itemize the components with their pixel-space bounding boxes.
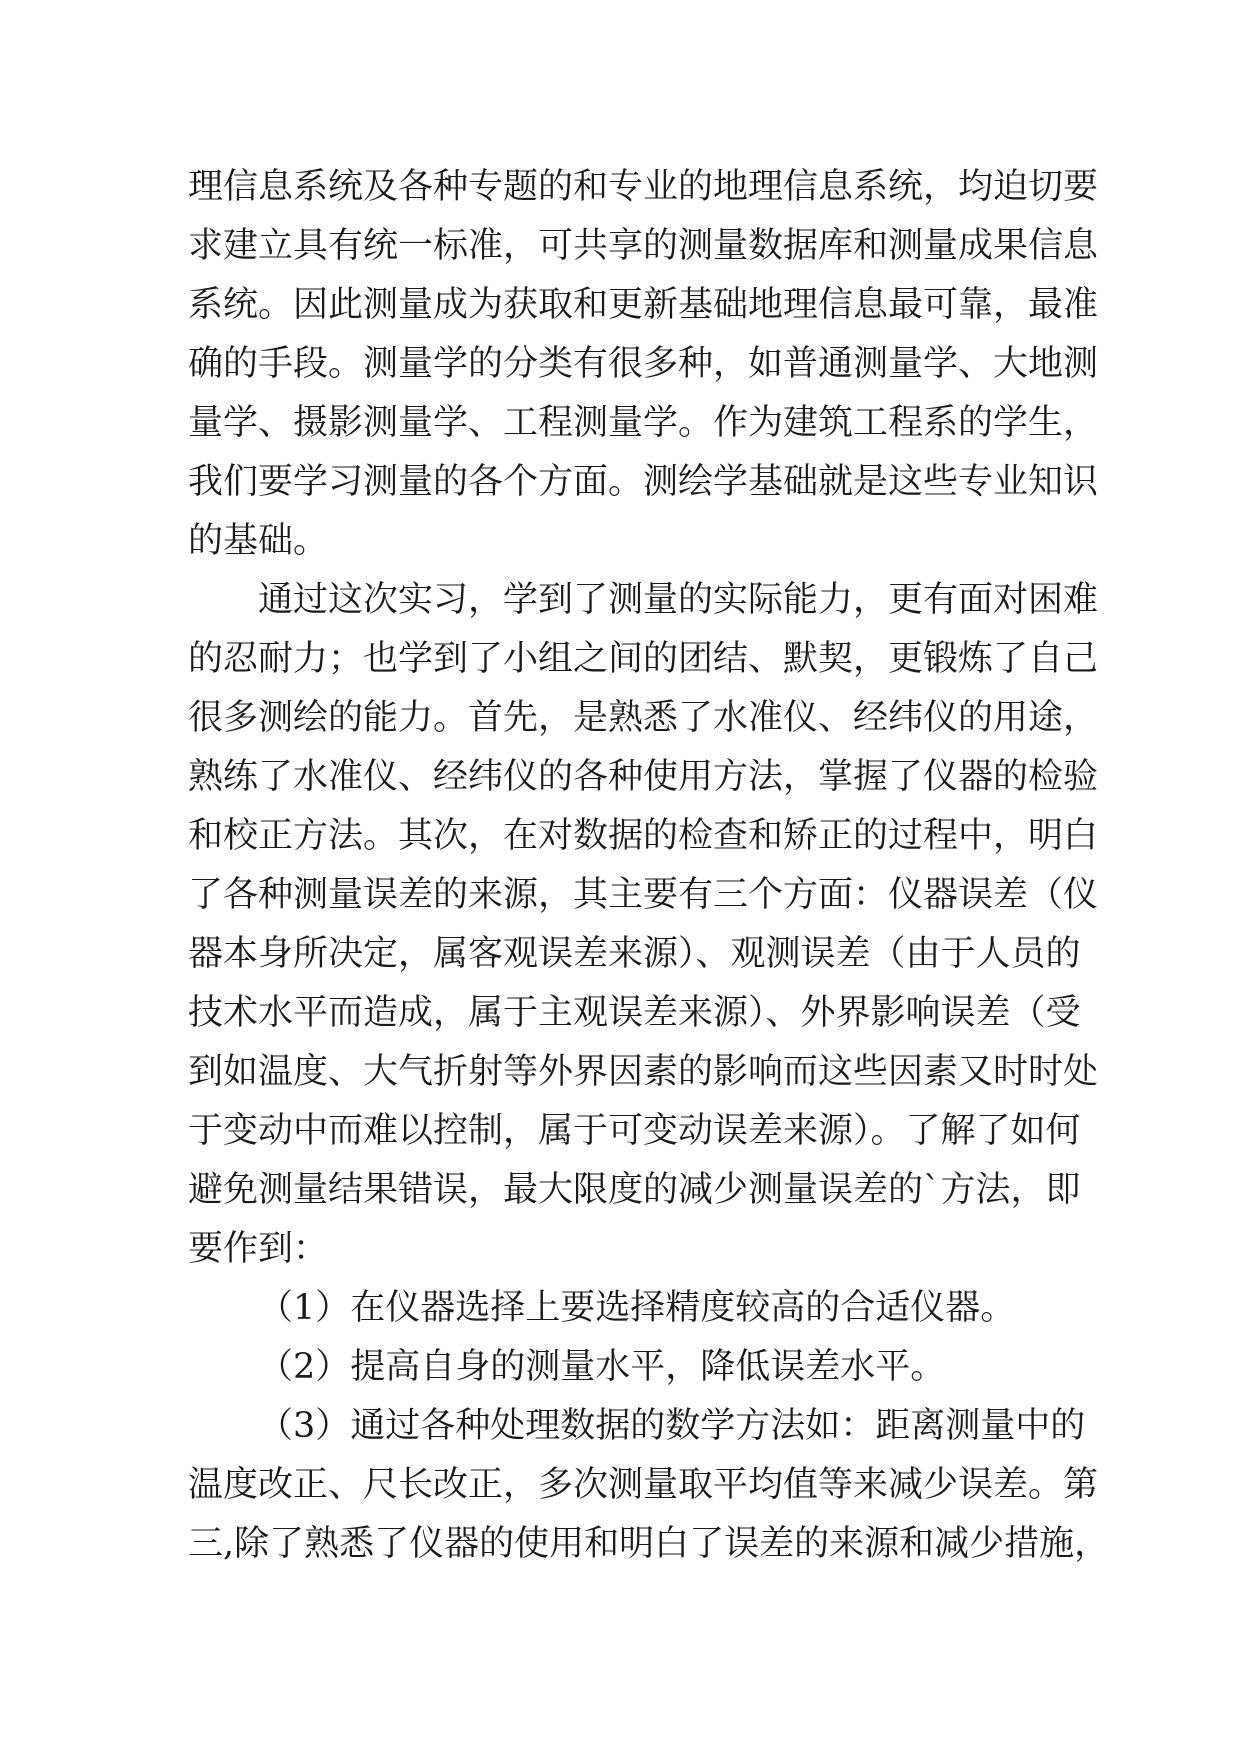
text-line: 理信息系统及各种专题的和专业的地理信息系统，均迫切要 [188,167,1099,207]
list-item [188,1338,1068,1397]
text-line: 系统。因此测量成为获取和更新基础地理信息最可靠，最准 [188,285,1099,325]
text-line: 通过这次实习，学到了测量的实际能力，更有面对困难 [258,580,1099,620]
text-line: （1）在仪器选择上要选择精度较高的合适仪器。 [258,1288,1016,1328]
text-line: 的忍耐力；也学到了小组之间的团结、默契，更锻炼了自己 [188,639,1099,679]
text-line: （3）通过各种处理数据的数学方法如：距离测量中的 [258,1406,1086,1446]
text-line: 三,除了熟悉了仪器的使用和明白了误差的来源和减少措施， [188,1524,1110,1564]
text-line: 避免测量结果错误，最大限度的减少测量误差的`方法，即 [188,1170,1081,1210]
text-line: 我们要学习测量的各个方面。测绘学基础就是这些专业知识 [188,462,1099,502]
text-line: （2）提高自身的测量水平，降低误差水平。 [258,1347,946,1387]
text-line: 很多测绘的能力。首先，是熟悉了水准仪、经纬仪的用途， [188,698,1099,738]
text-line: 了各种测量误差的来源，其主要有三个方面：仪器误差（仪 [188,875,1099,915]
text-line: 的基础。 [188,521,329,561]
text-line: 量学、摄影测量学、工程测量学。作为建筑工程系的学生， [188,403,1099,443]
text-line: 要作到： [188,1229,329,1269]
text-line: 熟练了水准仪、经纬仪的各种使用方法，掌握了仪器的检验 [188,757,1099,797]
text-line: 求建立具有统一标准，可共享的测量数据库和测量成果信息 [188,226,1099,266]
text-line: 到如温度、大气折射等外界因素的影响而这些因素又时时处 [188,1052,1099,1092]
text-line: 于变动中而难以控制，属于可变动误差来源）。了解了如何 [188,1111,1081,1151]
body-text [188,158,1110,1574]
text-line: 和校正方法。其次，在对数据的检查和矫正的过程中，明白 [188,816,1099,856]
list-item [188,1397,1110,1574]
text-line: 器本身所决定，属客观误差来源）、观测误差（由于人员的 [188,934,1081,974]
paragraph [188,571,1099,1279]
list-item [188,1279,1068,1338]
text-line: 温度改正、尺长改正，多次测量取平均值等来减少误差。第 [188,1465,1099,1505]
text-line: 技术水平而造成，属于主观误差来源）、外界影响误差（受 [188,993,1081,1033]
paragraph [188,158,1099,571]
text-line: 确的手段。测量学的分类有很多种，如普通测量学、大地测 [188,344,1099,384]
